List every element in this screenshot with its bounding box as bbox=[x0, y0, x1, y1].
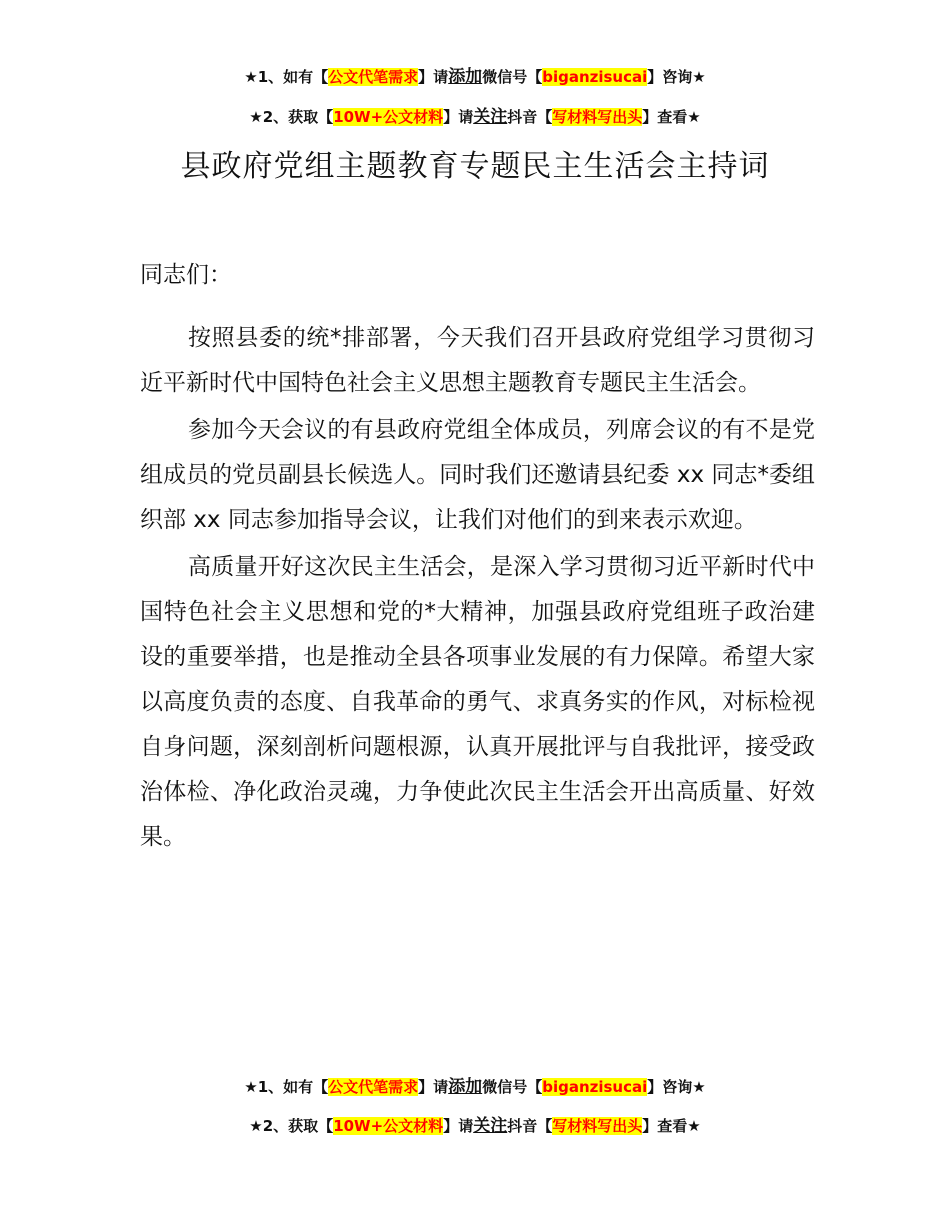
document-title: 县政府党组主题教育专题民主生活会主持词 bbox=[180, 149, 770, 184]
paragraph-2: 参加今天会议的有县政府党组全体成员，列席会议的有不是党组成员的党员副县长候选人。同时我们还邀请县纪委 xx 同志*委组织部 xx 同志参加指导会议，让我们对他们的到来表示欢迎。 bbox=[140, 417, 815, 533]
banner-bottom-line-2 bbox=[0, 1116, 950, 1136]
banner-top-line-2 bbox=[0, 107, 950, 127]
banner-emphasis: 关注 bbox=[473, 107, 508, 127]
banner-emphasis: 添加 bbox=[448, 1077, 483, 1097]
banner-highlight: biganzisucai bbox=[542, 1078, 648, 1096]
banner-text: ★2、获取【 bbox=[249, 108, 334, 126]
banner-text: ★1、如有【 bbox=[244, 1078, 329, 1096]
banner-text: 】请 bbox=[418, 1078, 449, 1096]
banner-highlight: 公文代笔需求 bbox=[328, 1078, 419, 1096]
paragraph-3: 高质量开好这次民主生活会，是深入学习贯彻习近平新时代中国特色社会主义思想和党的*大精神，加强县政府党组班子政治建设的重要举措，也是推动全县各项事业发展的有力保障。希望大家以高度负责的态度、自我革命的勇气、求真务实的作风，对标检视自身问题，深刻剖析问题根源，认真开展批评与自我批评，接受政治体检、净化政治灵魂，力争使此次民主生活会开出高质量、好效果。 bbox=[140, 554, 815, 850]
banner-text: 】咨询★ bbox=[647, 1078, 706, 1096]
banner-top-line-1 bbox=[0, 67, 950, 87]
salutation: 同志们： bbox=[140, 262, 232, 288]
banner-emphasis: 关注 bbox=[473, 1116, 508, 1136]
banner-text: 】查看★ bbox=[642, 1117, 701, 1135]
document-body bbox=[140, 253, 815, 862]
banner-text: 微信号【 bbox=[482, 68, 543, 86]
banner-highlight: biganzisucai bbox=[542, 68, 648, 86]
banner-highlight: 写材料写出头 bbox=[552, 108, 643, 126]
banner-text: 】请 bbox=[418, 68, 449, 86]
banner-text: 抖音【 bbox=[507, 108, 553, 126]
banner-bottom-line-1 bbox=[0, 1077, 950, 1097]
banner-text: 】请 bbox=[443, 1117, 474, 1135]
banner-text: ★1、如有【 bbox=[244, 68, 329, 86]
banner-emphasis: 添加 bbox=[448, 67, 483, 87]
banner-text: 】请 bbox=[443, 108, 474, 126]
banner-highlight: 公文代笔需求 bbox=[328, 68, 419, 86]
banner-text: 】查看★ bbox=[642, 108, 701, 126]
paragraph-1: 按照县委的统*排部署，今天我们召开县政府党组学习贯彻习近平新时代中国特色社会主义思想主题教育专题民主生活会。 bbox=[140, 325, 815, 396]
banner-highlight: 10W+公文材料 bbox=[333, 108, 444, 126]
banner-text: 微信号【 bbox=[482, 1078, 543, 1096]
banner-highlight: 写材料写出头 bbox=[552, 1117, 643, 1135]
banner-text: ★2、获取【 bbox=[249, 1117, 334, 1135]
banner-highlight: 10W+公文材料 bbox=[333, 1117, 444, 1135]
banner-text: 】咨询★ bbox=[647, 68, 706, 86]
banner-text: 抖音【 bbox=[507, 1117, 553, 1135]
